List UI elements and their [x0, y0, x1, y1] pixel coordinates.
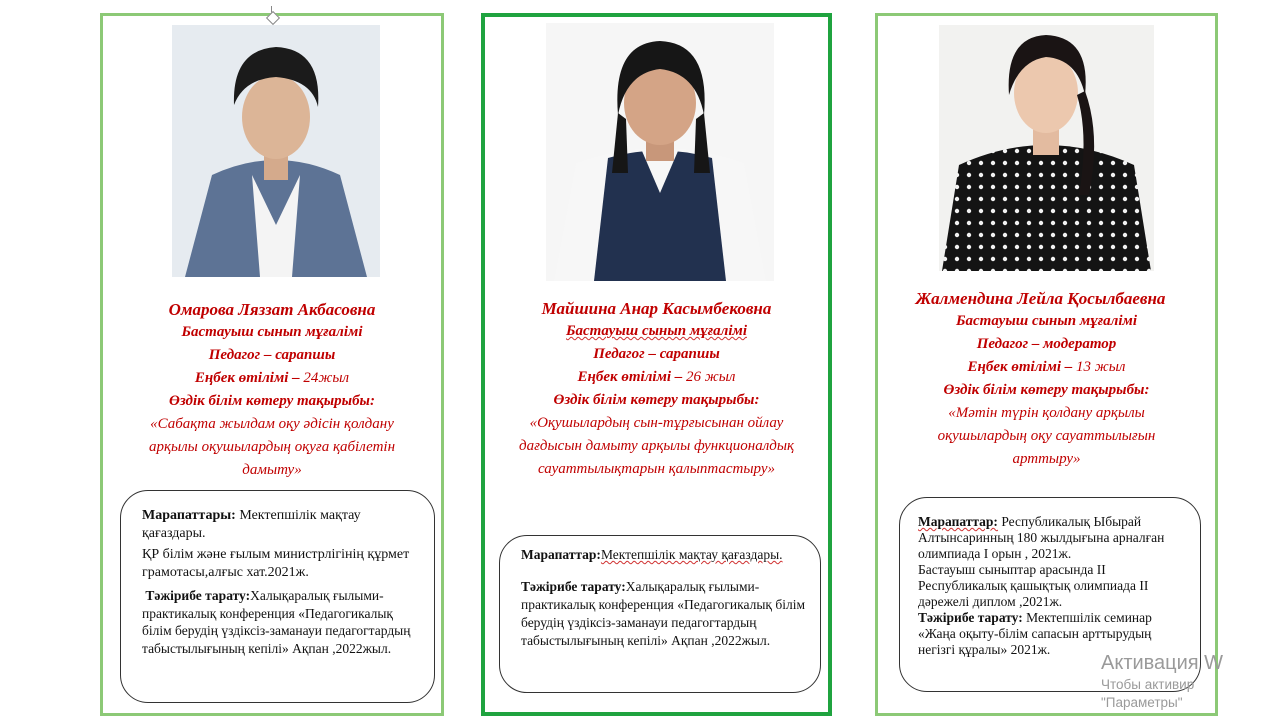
teacher-info	[103, 299, 441, 482]
teacher-card-1[interactable]	[100, 13, 444, 716]
experience-label: Еңбек өтілімі –	[194, 370, 304, 386]
awards-box	[120, 490, 435, 703]
teacher-position: Бастауыш сынып мұғалімі	[956, 313, 1137, 329]
teacher-category: Педагог – модератор	[976, 336, 1117, 352]
activation-title: Активация W	[1101, 652, 1224, 674]
awards-label: Марапаттар:	[521, 547, 601, 562]
share-text: Халықаралық ғылыми-практикалық конференция «Педагогикалық білім берудің үздіксіз-заманауи педагогтардың табыстылығының кепілі» Ақпан ,2022жыл.	[142, 588, 411, 656]
activation-line-1: Чтобы активир	[1101, 677, 1195, 692]
awards-text-2: Бастауыш сыныптар арасында II Республикалық қашықтық олимпиада II дәрежелі диплом ,2021ж.	[918, 562, 1149, 609]
awards-label: Марапаттары:	[142, 508, 236, 523]
teacher-card-2[interactable]	[481, 13, 832, 716]
share-paragraph	[521, 578, 808, 650]
teacher-category: Педагог – сарапшы	[593, 346, 720, 362]
activation-line-2: "Параметры"	[1101, 695, 1183, 710]
teacher-name: Омарова Ляззат Акбасовна	[168, 300, 376, 319]
teacher-photo	[172, 25, 380, 277]
topic-title: Өздік білім көтеру тақырыбы:	[553, 392, 760, 408]
topic-title: Өздік білім көтеру тақырыбы:	[169, 393, 375, 409]
awards-paragraph	[918, 514, 1190, 562]
experience-value: 26 жыл	[686, 369, 736, 385]
teacher-card-3[interactable]	[875, 13, 1218, 716]
awards-paragraph	[521, 546, 808, 564]
topic-title: Өздік білім көтеру тақырыбы:	[943, 382, 1150, 398]
teacher-experience	[485, 366, 828, 389]
share-label: Тәжірибе тарату:	[918, 610, 1023, 625]
awards-box	[499, 535, 821, 693]
topic-line: дамыту»	[242, 462, 302, 478]
awards-text-2: ҚР білім және ғылым министрлігінің құрмет грамотасы,алғыс хат.2021ж.	[142, 547, 410, 580]
awards-text: Мектепшілік мақтау қағаздары.	[142, 508, 361, 541]
teacher-position: Бастауыш сынып мұғалімі	[181, 324, 363, 340]
topic-line: «Мәтін түрін қолдану арқылы	[948, 405, 1145, 421]
topic-line: арқылы оқушылардың оқуға қабілетін	[148, 439, 396, 455]
topic-line: арттыру»	[1012, 451, 1081, 467]
share-paragraph	[142, 587, 416, 657]
share-text: Халықаралық ғылыми-практикалық конференция «Педагогикалық білім берудің үздіксіз-заманауи педагогтардың табыстылығының кепілі» Ақпан ,2022жыл.	[521, 579, 806, 648]
teacher-category: Педагог – сарапшы	[208, 347, 336, 363]
topic-line: «Сабақта жылдам оқу әдісін қолдану	[150, 416, 394, 432]
awards-text: Мектепшілік мақтау қағаздары.	[600, 547, 783, 562]
experience-value: 24жыл	[303, 370, 350, 386]
teacher-info	[878, 288, 1215, 471]
awards-label: Марапаттар:	[918, 514, 998, 529]
topic-line: «Оқушылардың сын-тұрғысынан ойлау	[529, 415, 784, 431]
teacher-experience	[878, 356, 1215, 379]
share-label: Тәжірибе тарату:	[521, 579, 626, 594]
experience-label: Еңбек өтілімі –	[577, 369, 687, 385]
experience-label: Еңбек өтілімі –	[967, 359, 1077, 375]
teacher-info	[485, 298, 828, 481]
experience-value: 13 жыл	[1076, 359, 1126, 375]
teacher-photo	[546, 23, 774, 281]
awards-paragraph	[142, 507, 416, 543]
teacher-name: Майшина Анар Касымбековна	[541, 299, 772, 318]
teacher-experience	[103, 367, 441, 390]
teacher-name: Жалмендина Лейла Қосылбаевна	[915, 289, 1166, 308]
awards-text: Республикалық Ыбырай Алтынсаринның 180 жылдығына арналған олимпиада I орын , 2021ж.	[918, 514, 1165, 561]
teacher-position-text: Бастауыш сынып мұғалімі	[566, 323, 747, 339]
rotate-handle-icon[interactable]	[271, 6, 277, 22]
share-label: Тәжірибе тарату:	[145, 588, 251, 603]
topic-line: дағдысын дамыту арқылы функционалдық	[518, 438, 795, 454]
topic-line: сауаттылықтарын қалыптастыру»	[538, 461, 775, 477]
teacher-photo	[939, 25, 1154, 271]
topic-line: оқушылардың оқу сауаттылығын	[937, 428, 1156, 444]
teacher-position	[485, 320, 828, 343]
windows-activation-watermark	[1101, 650, 1280, 720]
share-text: Мектепшілік семинар «Жаңа оқыту-білім сапасын арттырудың негізгі құралы» 2021ж.	[918, 610, 1152, 657]
